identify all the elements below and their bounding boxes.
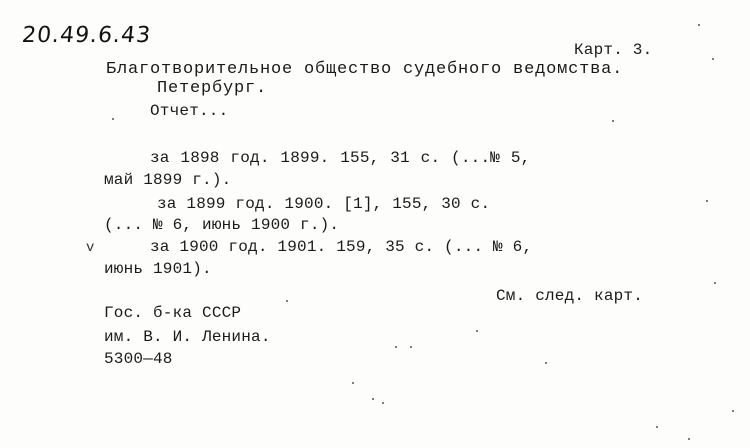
scan-speck	[545, 362, 547, 364]
scan-speck	[352, 382, 354, 384]
heading-line-2: Петербург.	[157, 79, 268, 98]
scan-speck	[395, 346, 397, 348]
scan-speck	[656, 426, 658, 428]
scan-speck	[698, 24, 700, 26]
heading-line-1: Благотворительное общество судебного ведомства.	[106, 60, 624, 79]
report-title: Отчет...	[150, 102, 229, 120]
card-number: Карт. 3.	[574, 41, 653, 59]
scan-speck	[382, 402, 384, 404]
scan-speck	[112, 118, 114, 120]
scan-speck	[732, 410, 734, 412]
library-stamp-line-3: 5300—48	[104, 350, 173, 368]
library-stamp-line-2: им. В. И. Ленина.	[104, 328, 271, 346]
scan-speck	[612, 120, 614, 122]
scan-speck	[714, 282, 716, 284]
scan-speck	[286, 300, 288, 302]
scan-speck	[706, 200, 708, 202]
entry-3-line-1: за 1900 год. 1901. 159, 35 с. (... № 6,	[150, 238, 533, 256]
entry-1-line-1: за 1898 год. 1899. 155, 31 с. (...№ 5,	[150, 149, 531, 167]
entry-2-line-2: (... № 6, июнь 1900 г.).	[104, 216, 340, 234]
scan-speck	[712, 58, 714, 60]
scan-speck	[372, 398, 374, 400]
scan-speck	[476, 330, 478, 332]
margin-check-mark: v	[86, 240, 95, 256]
entry-2-line-1: за 1899 год. 1900. [1], 155, 30 с.	[157, 195, 491, 213]
handwritten-code: 20.49.6.43	[20, 23, 153, 48]
scan-speck	[410, 346, 412, 348]
entry-3-line-2: июнь 1901).	[104, 260, 212, 278]
scan-speck	[688, 438, 690, 440]
entry-1-line-2: май 1899 г.).	[104, 171, 232, 189]
library-stamp-line-1: Гос. б-ка СССР	[104, 304, 242, 322]
see-next-card: См. след. карт.	[496, 287, 644, 305]
